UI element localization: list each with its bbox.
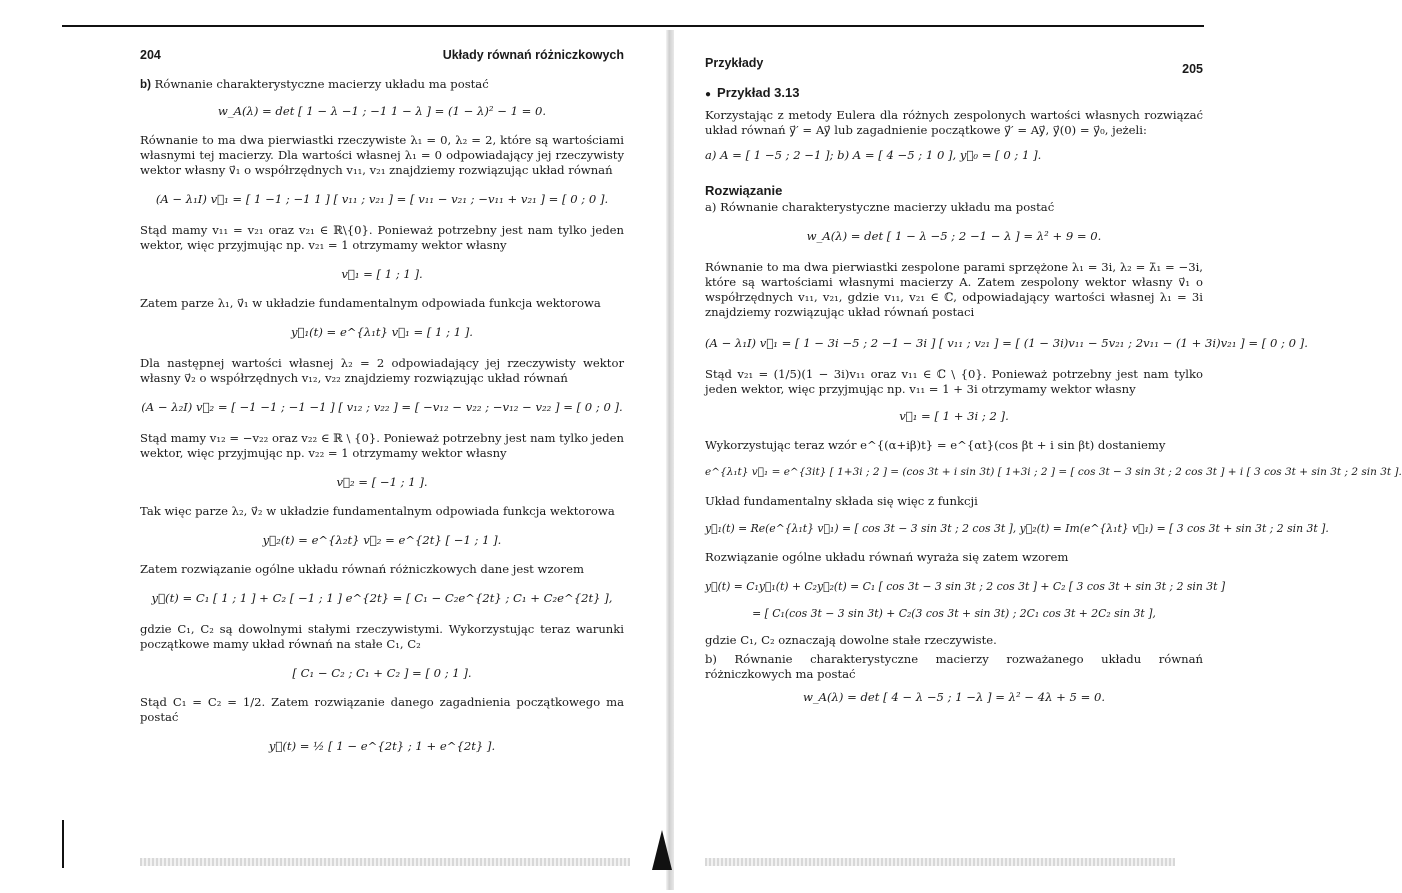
scan-noise-right bbox=[705, 858, 1175, 866]
paragraph: Stąd mamy v₁₂ = −v₂₂ oraz v₂₂ ∈ ℝ \ {0}. Ponieważ potrzebny jest nam tylko jeden wektor, więc przyjmując np. v₂₂ = 1 otrzymamy wektor własny bbox=[140, 431, 624, 460]
example-title: Przykład 3.13 bbox=[717, 85, 800, 100]
scan-artifact bbox=[652, 830, 672, 870]
paragraph: a) Równanie charakterystyczne macierzy układu ma postać bbox=[705, 200, 1055, 214]
paragraph: Stąd C₁ = C₂ = 1/2. Zatem rozwiązanie danego zagadnienia początkowego ma postać bbox=[140, 695, 624, 724]
margin-mark bbox=[62, 820, 64, 868]
paragraph: Tak więc parze λ₂, v⃗₂ w układzie fundamentalnym odpowiada funkcja wektorowa bbox=[140, 504, 615, 518]
equation: y⃗(t) = ½ [ 1 − e^{2t} ; 1 + e^{2t} ]. bbox=[268, 739, 496, 753]
equation: v⃗₁ = [ 1 ; 1 ]. bbox=[341, 267, 423, 281]
paragraph: Rozwiązanie ogólne układu równań wyraża się zatem wzorem bbox=[705, 550, 1069, 564]
paragraph: Równanie to ma dwa pierwiastki rzeczywiste λ₁ = 0, λ₂ = 2, które są wartościami własnymi tej macierzy. Dla wartości własnej λ₁ = 0 odpowiadający jej rzeczywisty wektor własny v⃗₁ o współrzędnych v₁₁, v₂₁ znajdziemy rozwiązując układ równań bbox=[140, 133, 624, 177]
paragraph: Stąd mamy v₁₁ = v₂₁ oraz v₂₁ ∈ ℝ\{0}. Ponieważ potrzebny jest nam tylko jeden wektor, więc przyjmując np. v₂₁ = 1 otrzymamy wektor własny bbox=[140, 223, 624, 252]
paragraph: Stąd v₂₁ = (1/5)(1 − 3i)v₁₁ oraz v₁₁ ∈ ℂ \ {0}. Ponieważ potrzebny jest nam tylko jeden wektor, więc przyjmując np. v₁₁ = 1 + 3i otrzymamy wektor własny bbox=[705, 367, 1203, 396]
page-number: 204 bbox=[140, 48, 161, 62]
paragraph: Układ fundamentalny składa się więc z funkcji bbox=[705, 494, 978, 508]
paragraph: Zatem parze λ₁, v⃗₁ w układzie fundamentalnym odpowiada funkcja wektorowa bbox=[140, 296, 601, 310]
right-page bbox=[705, 48, 1402, 705]
equation: v⃗₂ = [ −1 ; 1 ]. bbox=[336, 475, 428, 489]
given-matrices: a) A = [ 1 −5 ; 2 −1 ]; b) A = [ 4 −5 ; 1 0 ], y⃗₀ = [ 0 ; 1 ]. bbox=[705, 148, 1042, 162]
example-heading bbox=[705, 85, 1203, 102]
running-header-left bbox=[140, 48, 624, 63]
equation: w_A(λ) = det [ 1 − λ −5 ; 2 −1 − λ ] = λ² + 9 = 0. bbox=[806, 229, 1102, 243]
paragraph: gdzie C₁, C₂ oznaczają dowolne stałe rzeczywiste. bbox=[705, 633, 997, 647]
paragraph: Równanie to ma dwa pierwiastki zespolone parami sprzężone λ₁ = 3i, λ₂ = λ̄₁ = −3i, które są wartościami własnymi macierzy A. Zatem zespolony wektor własny v⃗₁ o współrzędnych v₁₁, v₂₁, gdzie v₁₁, v₂₁ ∈ ℂ, odpowiadający wartości własnej λ₁ = 3i znajdziemy rozwiązując układ równań postaci bbox=[705, 260, 1203, 319]
part-label: b) bbox=[140, 78, 151, 91]
example-intro: Korzystając z metody Eulera dla różnych zespolonych wartości własnych rozwiązać układ równań y⃗′ = Ay⃗ lub zagadnienie początkowe y⃗′ = Ay⃗, y⃗(0) = y⃗₀, jeżeli: bbox=[705, 108, 1203, 137]
equation: y⃗₂(t) = e^{λ₂t} v⃗₂ = e^{2t} [ −1 ; 1 ]. bbox=[262, 533, 502, 547]
equation: y⃗₁(t) = e^{λ₁t} v⃗₁ = [ 1 ; 1 ]. bbox=[291, 325, 473, 339]
equation: (A − λ₁I) v⃗₁ = [ 1 −1 ; −1 1 ] [ v₁₁ ; v₂₁ ] = [ v₁₁ − v₂₁ ; −v₁₁ + v₂₁ ] = [ 0 ; 0 ]. bbox=[155, 192, 609, 206]
part-b-block bbox=[140, 77, 624, 92]
running-header-right bbox=[705, 56, 1203, 76]
running-head: Przykłady bbox=[705, 56, 764, 70]
equation: w_A(λ) = det [ 4 − λ −5 ; 1 −λ ] = λ² − 4λ + 5 = 0. bbox=[802, 690, 1106, 704]
paragraph: gdzie C₁, C₂ są dowolnymi stałymi rzeczywistymi. Wykorzystując teraz warunki początkowe mamy układ równań na stałe C₁, C₂ bbox=[140, 622, 624, 651]
paragraph: Równanie charakterystyczne macierzy układu ma postać bbox=[154, 77, 489, 91]
paragraph: Zatem rozwiązanie ogólne układu równań różniczkowych dane jest wzorem bbox=[140, 562, 584, 576]
left-page bbox=[140, 48, 624, 754]
top-rule bbox=[62, 25, 1204, 27]
book-spine-shadow bbox=[666, 30, 674, 890]
page-number: 205 bbox=[1182, 62, 1203, 76]
equation: w_A(λ) = det [ 1 − λ −1 ; −1 1 − λ ] = (1 − λ)² − 1 = 0. bbox=[217, 104, 547, 118]
equation: e^{λ₁t} v⃗₁ = e^{3it} [ 1+3i ; 2 ] = (cos 3t + i sin 3t) [ 1+3i ; 2 ] = [ cos 3t − 3 sin 3t ; 2 cos 3t ] + i [ 3 cos 3t + sin 3t ; 2 sin 3t ]. bbox=[705, 466, 1402, 478]
solution-heading: Rozwiązanie bbox=[705, 183, 783, 198]
equation: [ C₁ − C₂ ; C₁ + C₂ ] = [ 0 ; 1 ]. bbox=[292, 666, 472, 680]
scan-noise-left bbox=[140, 858, 630, 866]
bullet-icon: ● bbox=[705, 89, 712, 100]
equation: = [ C₁(cos 3t − 3 sin 3t) + C₂(3 cos 3t + sin 3t) ; 2C₁ cos 3t + 2C₂ sin 3t ], bbox=[752, 607, 1156, 620]
equation: y⃗(t) = C₁y⃗₁(t) + C₂y⃗₂(t) = C₁ [ cos 3t − 3 sin 3t ; 2 cos 3t ] + C₂ [ 3 cos 3t + sin 3t ; 2 sin 3t ] bbox=[705, 580, 1226, 593]
equation: y⃗₁(t) = Re(e^{λ₁t} v⃗₁) = [ cos 3t − 3 sin 3t ; 2 cos 3t ], y⃗₂(t) = Im(e^{λ₁t} v⃗₁) = [ 3 cos 3t + sin 3t ; 2 sin 3t ]. bbox=[705, 522, 1329, 535]
running-head: Układy równań różniczkowych bbox=[442, 48, 624, 62]
paragraph: b) Równanie charakterystyczne macierzy rozważanego układu równań różniczkowych ma postać bbox=[705, 652, 1203, 681]
equation: v⃗₁ = [ 1 + 3i ; 2 ]. bbox=[899, 409, 1009, 423]
paragraph: Dla następnej wartości własnej λ₂ = 2 odpowiadający jej rzeczywisty wektor własny v⃗₂ o współrzędnych v₁₂, v₂₂ znajdziemy rozwiązując układ równań bbox=[140, 356, 624, 385]
equation: (A − λ₂I) v⃗₂ = [ −1 −1 ; −1 −1 ] [ v₁₂ ; v₂₂ ] = [ −v₁₂ − v₂₂ ; −v₁₂ − v₂₂ ] = [ 0 ; 0 ]. bbox=[141, 400, 623, 414]
equation: (A − λ₁I) v⃗₁ = [ 1 − 3i −5 ; 2 −1 − 3i ] [ v₁₁ ; v₂₁ ] = [ (1 − 3i)v₁₁ − 5v₂₁ ; 2v₁₁ − (1 + 3i)v₂₁ ] = [ 0 ; 0 ]. bbox=[705, 336, 1308, 350]
equation: y⃗(t) = C₁ [ 1 ; 1 ] + C₂ [ −1 ; 1 ] e^{2t} = [ C₁ − C₂e^{2t} ; C₁ + C₂e^{2t} ], bbox=[151, 591, 613, 605]
paragraph: Wykorzystując teraz wzór e^{(α+iβ)t} = e^{αt}(cos βt + i sin βt) dostaniemy bbox=[705, 438, 1166, 452]
